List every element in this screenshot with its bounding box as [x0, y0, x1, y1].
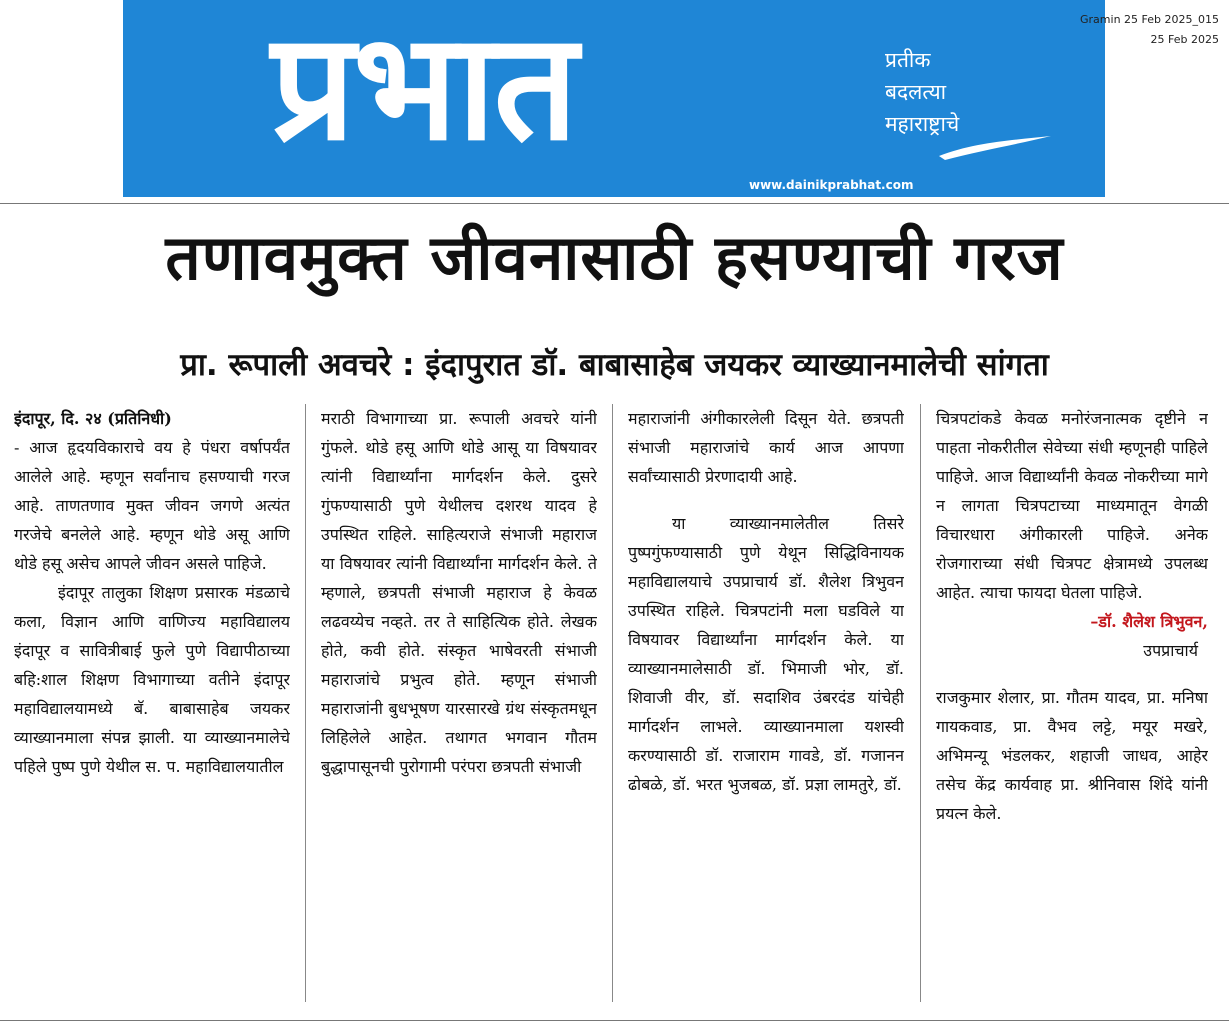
paragraph: मराठी विभागाच्या प्रा. रूपाली अवचरे यांनी गुंफले. थोडे हसू आणि थोडे आसू या विषयावर त्यांनी विद्यार्थ्यांना मार्गदर्शन केले. दुसरे गुंफण्यासाठी पुणे येथीलच दशरथ यादव हे उपस्थित राहिले. साहित्यराजे संभाजी महाराज या विषयावर त्यांनी विद्यार्थ्यांना मार्गदर्शन केले. ते म्हणाले, छत्रपती संभाजी महाराज हे केवळ लढवय्येच नव्हते. तर ते साहित्यिक होते. लेखक होते, कवी होते. संस्कृत भाषेवरती संभाजी महाराजांचे प्रभुत्व होते. म्हणून संभाजी महाराजांनी बुधभूषण यारसारखे ग्रंथ संस्कृतमधून लिहिलेले आहेत. तथागत भगवान गौतम बुद्धापासूनची पुरोगामी परंपरा छत्रपती संभाजी — [321, 409, 597, 776]
tagline-line-2: बदलत्या — [885, 80, 947, 104]
column-divider — [612, 404, 613, 1002]
article-headline: तणावमुक्त जीवनासाठी हसण्याची गरज — [165, 221, 1064, 294]
pull-quote: चित्रपटांकडे केवळ मनोरंजनात्मक दृष्टीने न पाहता नोकरीतील सेवेच्या संधी म्हणूनही पाहिले पाहिजे. आज विद्यार्थ्यांनी केवळ नोकरीच्या मागे न लागता चित्रपटाच्या माध्यमातून वेगळी विचारधारा अंगीकारली पाहिजे. अनेक रोजगाराच्या संधी चित्रपट क्षेत्रामध्ये उपलब्ध आहेत. त्याचा फायदा घेतला पाहिजे. — [936, 409, 1208, 602]
column-divider — [920, 404, 921, 1002]
edition-info — [1080, 10, 1219, 50]
newspaper-logo: प्रभात — [271, 1, 576, 173]
bottom-divider — [0, 1020, 1229, 1021]
tagline-line-3: महाराष्ट्राचे — [885, 112, 960, 136]
masthead-tagline — [885, 44, 959, 140]
swoosh-icon — [935, 132, 1055, 164]
edition-code: Gramin 25 Feb 2025_015 — [1080, 13, 1219, 26]
article-column-4 — [936, 404, 1208, 1002]
paragraph: इंदापूर तालुका शिक्षण प्रसारक मंडळाचे कला, विज्ञान आणि वाणिज्य महाविद्यालय इंदापूर व सावित्रीबाई फुले पुणे विद्यापीठाच्या बहि:शाल शिक्षण विभागाच्या वतीने इंदापूर महाविद्यालयामध्ये बॅ. बाबासाहेब जयकर व्याख्यानमाला संपन्न झाली. या व्याख्यानमालेचे पहिले पुष्प पुणे येथील स. प. महाविद्यालयातील — [14, 583, 290, 776]
article-column-3 — [628, 404, 904, 1002]
article-column-2 — [321, 404, 597, 1002]
paragraph: महाराजांनी अंगीकारलेली दिसून येते. छत्रपती संभाजी महाराजांचे कार्य आज आपणा सर्वांच्यासाठी प्रेरणादायी आहे. — [628, 409, 904, 486]
paragraph: या व्याख्यानमालेतील तिसरे पुष्पगुंफण्यासाठी पुणे येथून सिद्धिविनायक महाविद्यालयाचे उपप्राचार्य डॉ. शैलेश त्रिभुवन उपस्थित राहिले. चित्रपटांनी मला घडविले या विषयावर विद्यार्थ्यांना मार्गदर्शन केले. या व्याख्यानमालेसाठी डॉ. भिमाजी भोर, डॉ. शिवाजी वीर, डॉ. सदाशिव उंबरदंड यांचेही मार्गदर्शन लाभले. व्याख्यानमाला यशस्वी करण्यासाठी डॉ. राजाराम गावडे, डॉ. गजानन ढोबळे, डॉ. भरत भुजबळ, डॉ. प्रज्ञा लामतुरे, डॉ. — [628, 514, 904, 794]
edition-date: 25 Feb 2025 — [1150, 33, 1219, 46]
quote-author-name: –डॉ. शैलेश त्रिभुवन, — [1090, 612, 1208, 631]
article-dateline: इंदापूर, दि. २४ (प्रतिनिधी) — [14, 409, 172, 428]
paragraph: राजकुमार शेलार, प्रा. गौतम यादव, प्रा. मनिषा गायकवाड, प्रा. वैभव लट्टे, मयूर मखरे, अभिमन्यू भंडलकर, शहाजी जाधव, आहेर तसेच केंद्र कार्यवाह प्रा. श्रीनिवास शिंदे यांनी प्रयत्न केले. — [936, 688, 1208, 823]
top-divider — [0, 203, 1229, 204]
masthead-banner — [123, 0, 1105, 197]
tagline-line-1: प्रतीक — [885, 48, 931, 72]
website-url: www.dainikprabhat.com — [749, 178, 914, 192]
article-subheadline: प्रा. रूपाली अवचरे : इंदापुरात डॉ. बाबासाहेब जयकर व्याख्यानमालेची सांगता — [180, 347, 1049, 383]
column-divider — [305, 404, 306, 1002]
paragraph: - आज हृदयविकाराचे वय हे पंधरा वर्षापर्यंत आलेले आहे. म्हणून सर्वांनाच हसण्याची गरज आहे. ताणतणाव मुक्त जीवन जगणे अत्यंत गरजेचे बनलेले आहे. म्हणून थोडे असू आणि थोडे हसू असेच आपले जीवन असले पाहिजे. — [14, 438, 290, 573]
article-column-1 — [14, 404, 290, 1002]
quote-author-role: उपप्राचार्य — [1143, 641, 1198, 660]
